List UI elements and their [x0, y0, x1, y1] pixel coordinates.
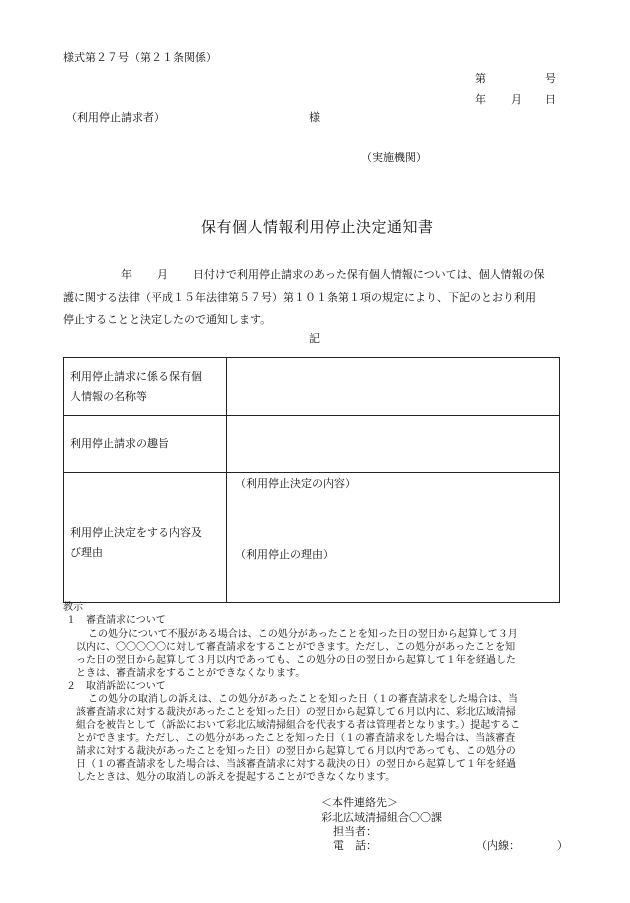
row-label-information-name [64, 358, 227, 416]
decision-table [63, 357, 560, 603]
doc-number-suffix: 号 [545, 72, 556, 85]
date-year: 年 [475, 93, 486, 106]
row-value-decision-reason [227, 473, 560, 603]
notes-item-2-line: 該審査請求に対する裁決があったことを知った日）の翌日から起算して６月以内に、彩北広域清掃 [76, 707, 516, 718]
table-row [64, 416, 560, 473]
form-number: 様式第２７号（第２１条関係） [63, 51, 217, 64]
notes-item-1-line: この処分について不服がある場合は、この処分があったことを知った日の翌日から起算して３月 [88, 629, 518, 640]
doc-number-prefix: 第 [475, 72, 486, 85]
contact-heading: ＜本件連絡先＞ [321, 796, 398, 809]
row-label-decision-reason [64, 473, 227, 603]
label-line: 人情報の名称等 [70, 389, 147, 403]
intro-line-2: 護に関する法律（平成１５年法律第５７号）第１０１条第１項の規定により、下記のとおり利用 [63, 291, 536, 304]
notes-item-1-line: 以内に、〇〇〇〇〇に対して審査請求をすることができます。ただし、この処分があったことを知 [76, 642, 516, 653]
notes-item-2-line: 請求に対する裁決があったことを知った日）の翌日から起算して６月以内であっても、この処分の [76, 746, 516, 757]
row-value-request-purpose [227, 416, 560, 473]
intro-line-1: 日付けで利用停止請求のあった保有個人情報については、個人情報の保 [193, 268, 545, 281]
intro-line-3: 停止することと決定したので通知します。 [63, 313, 272, 326]
intro-year: 年 [121, 268, 132, 281]
row-label-request-purpose [64, 416, 227, 473]
contact-phone-label: 電 話： [333, 839, 377, 852]
honorific: 様 [309, 111, 320, 124]
intro-month: 月 [157, 268, 168, 281]
notes-item-2-title: ２ 取消訴訟について [66, 681, 166, 692]
table-row [64, 358, 560, 416]
label-line: 利用停止請求に係る保有個 [70, 369, 202, 383]
document-title: 保有個人情報利用停止決定通知書 [201, 218, 434, 236]
agency-label: （実施機関） [361, 151, 427, 164]
label-line: び理由 [70, 545, 103, 559]
notes-item-1-title: １ 審査請求について [66, 615, 166, 626]
notes-item-2-line: 組合を被告として（訴訟において彩北広域清掃組合を代表する者は管理者となります。）提起するこ [76, 720, 521, 731]
date-day: 日 [545, 93, 556, 106]
notes-item-2-line: とができます。ただし、この処分があったことを知った日（１の審査請求をした場合は、当該審査 [76, 733, 516, 744]
table-row [64, 473, 560, 603]
notes-item-1-line: ときは、審査請求をすることができなくなります。 [76, 668, 306, 679]
contact-extension-close: ） [557, 839, 568, 852]
ki-mark: 記 [309, 332, 320, 345]
label-line: 利用停止決定をする内容及 [70, 525, 202, 539]
row-value-information-name [227, 358, 560, 416]
date-month: 月 [511, 93, 522, 106]
notes-item-1-line: った日の翌日から起算して３月以内であっても、この処分の日の翌日から起算して１年を経過した [76, 655, 516, 666]
notes-item-2-line: この処分の取消しの訴えは、この処分があったことを知った日（１の審査請求をした場合は、当 [88, 694, 518, 705]
contact-extension-label: （内線： [476, 839, 520, 852]
label-line: 利用停止請求の趣旨 [70, 437, 169, 450]
contact-person-label: 担当者： [333, 825, 377, 838]
decision-content-label: （利用停止決定の内容） [235, 477, 356, 490]
requester-label: （利用停止請求者） [66, 111, 165, 124]
notes-item-2-line: したときは、処分の取消しの訴えを提起することができなくなります。 [76, 772, 396, 783]
notes-heading: 教示 [63, 602, 83, 613]
contact-org: 彩北広域清掃組合〇〇課 [321, 811, 442, 824]
decision-reason-label: （利用停止の理由） [235, 548, 334, 561]
notes-item-2-line: 日（１の審査請求をした場合は、当該審査請求に対する裁決の日）の翌日から起算して１年を経過 [76, 759, 516, 770]
